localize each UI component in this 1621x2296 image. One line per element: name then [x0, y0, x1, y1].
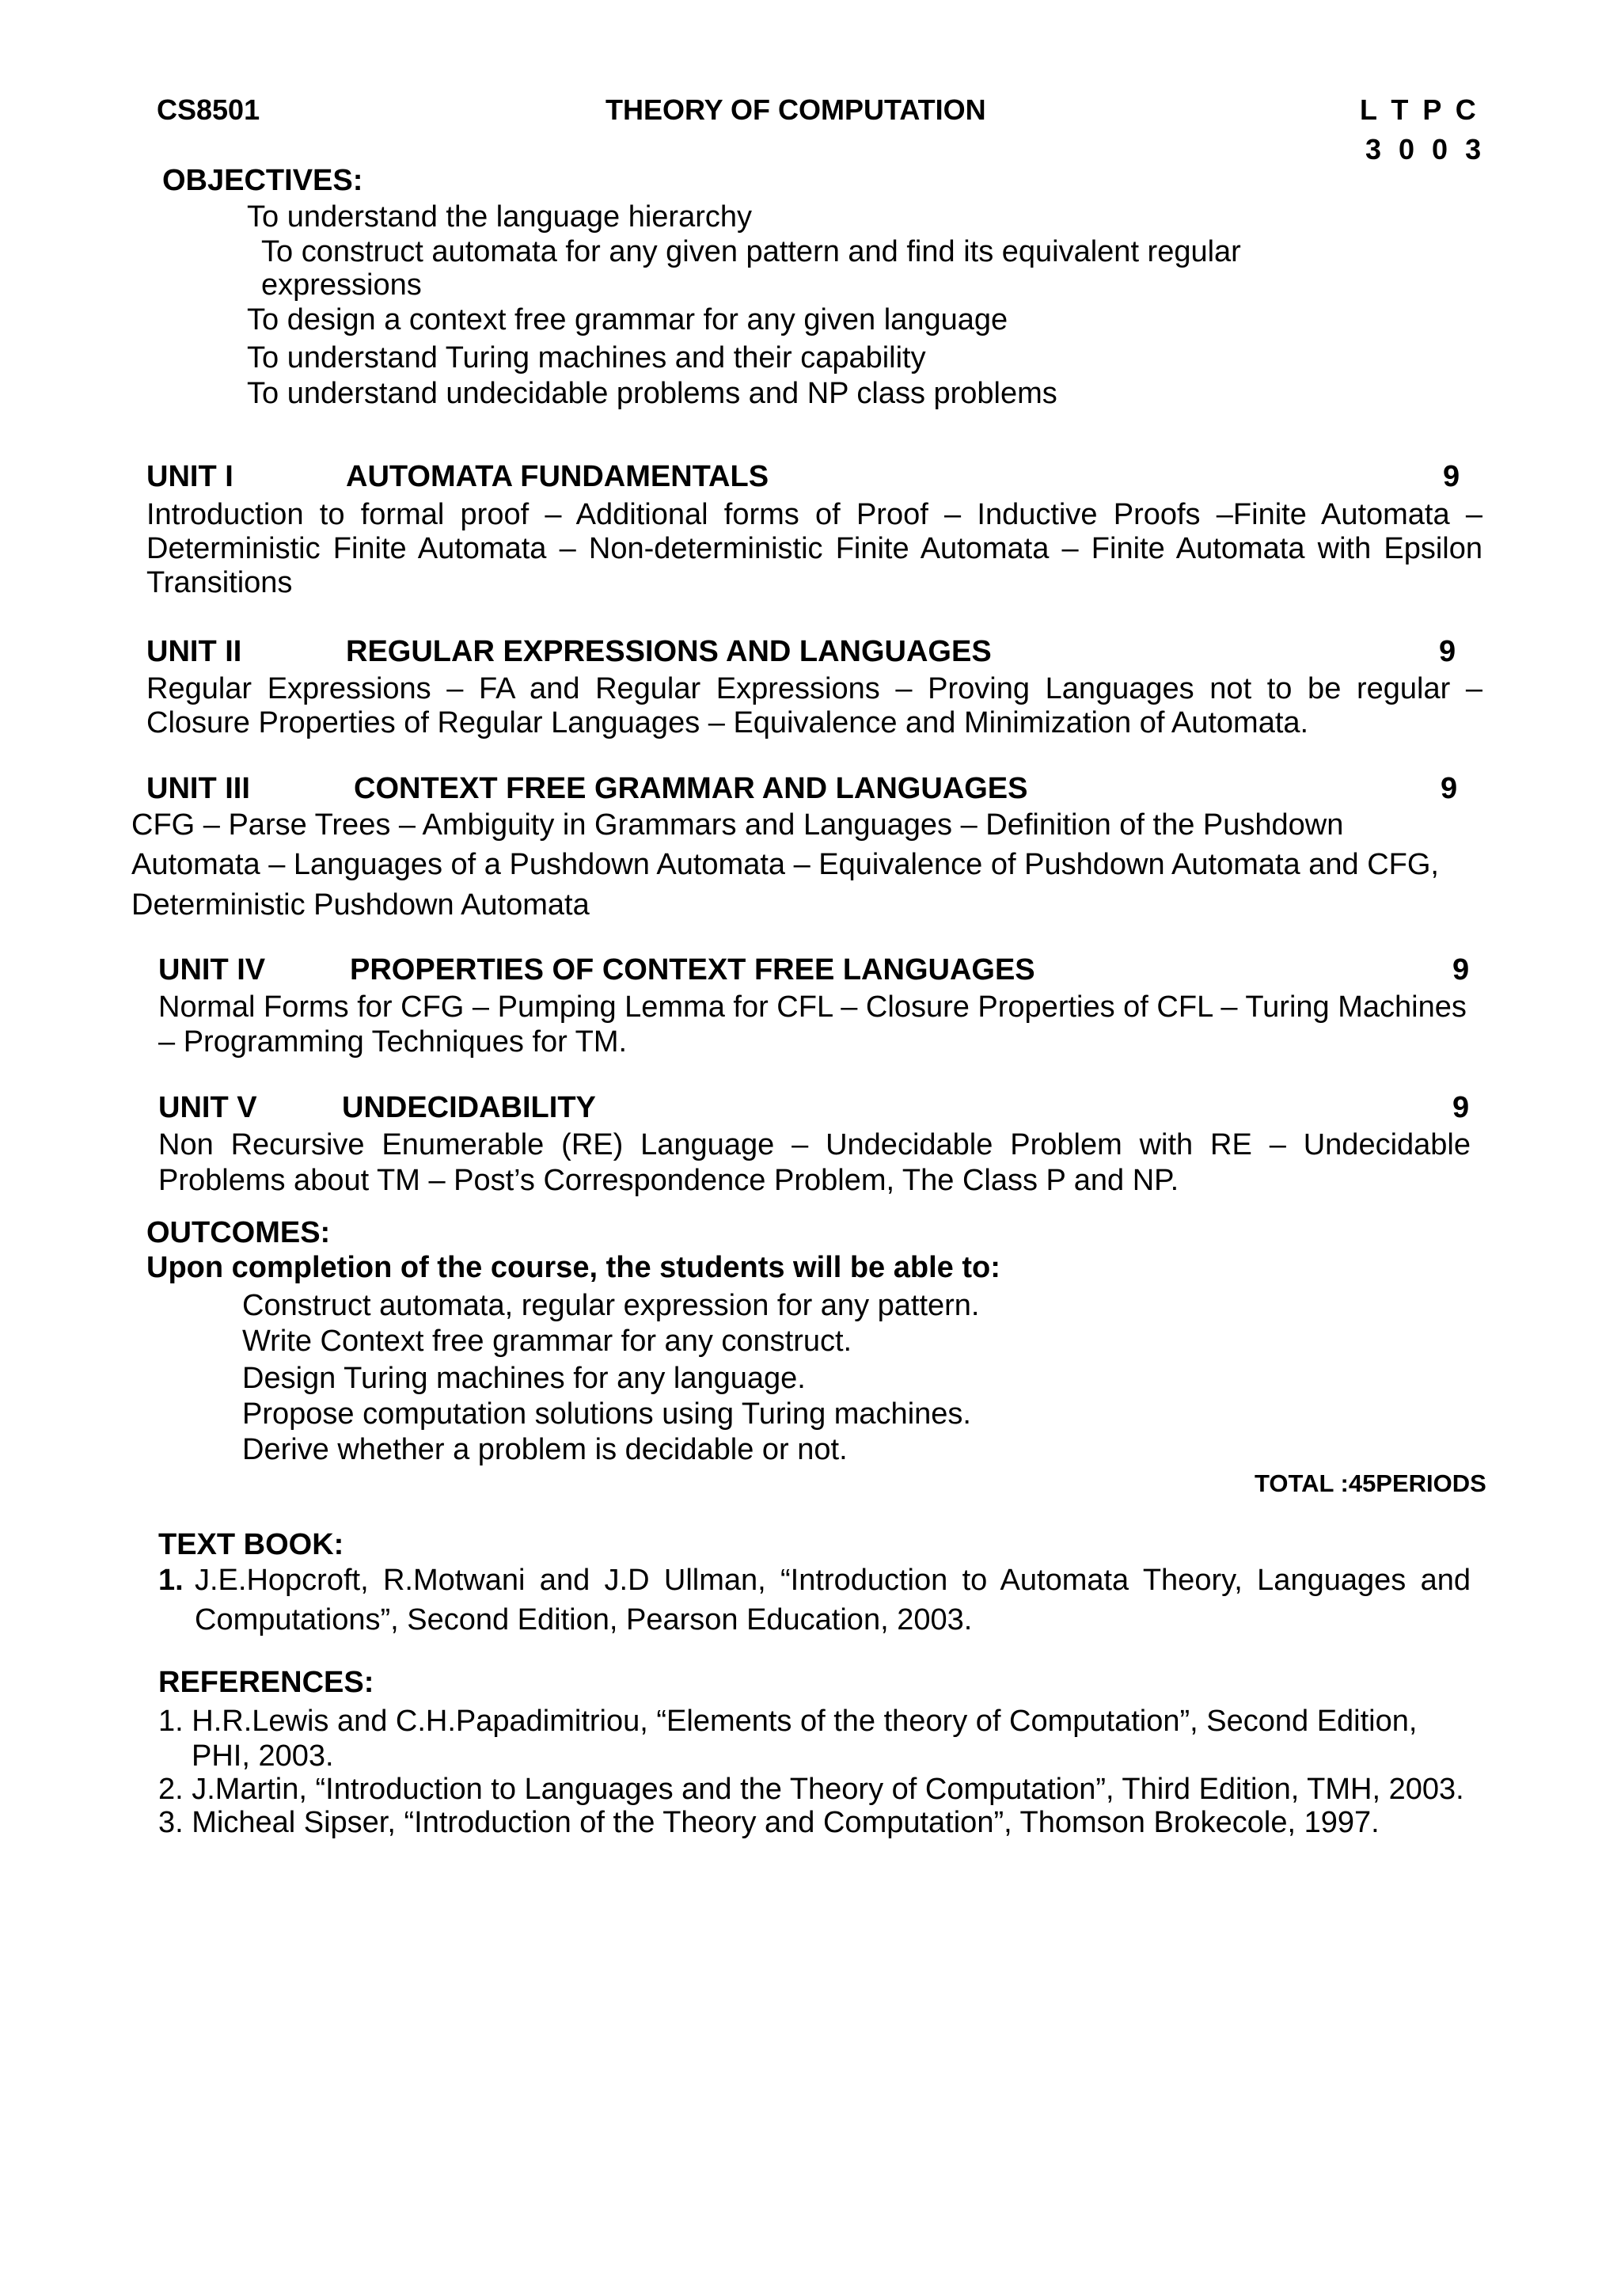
outcomes-heading: OUTCOMES: [146, 1216, 331, 1249]
outcomes-subheading: Upon completion of the course, the students will be able to: [146, 1251, 1000, 1284]
reference-line: 2. J.Martin, “Introduction to Languages and the Theory of Computation”, Third Edition, TMH, 2003. [158, 1773, 1464, 1806]
textbook-heading: TEXT BOOK: [158, 1528, 344, 1561]
unit-hours: 9 [1452, 953, 1470, 986]
objective-item: To construct automata for any given pattern and find its equivalent regular [261, 235, 1241, 268]
unit-text-line: Problems about TM – Post’s Correspondence Problem, The Class P and NP. [158, 1164, 1179, 1197]
unit-text-line: Automata – Languages of a Pushdown Automata – Equivalence of Pushdown Automata and CFG, [131, 848, 1439, 881]
unit-title: AUTOMATA FUNDAMENTALS [346, 460, 769, 493]
unit-hours: 9 [1443, 460, 1460, 493]
objectives-heading: OBJECTIVES: [162, 164, 363, 197]
total-periods: TOTAL :45PERIODS [1255, 1469, 1486, 1497]
unit-label: UNIT IV [158, 953, 266, 986]
outcome-item: Design Turing machines for any language. [242, 1362, 806, 1395]
unit-text-line: – Programming Techniques for TM. [158, 1025, 628, 1059]
unit-hours: 9 [1439, 635, 1456, 668]
unit-title: REGULAR EXPRESSIONS AND LANGUAGES [346, 635, 992, 668]
unit-label: UNIT V [158, 1091, 257, 1124]
unit-title: PROPERTIES OF CONTEXT FREE LANGUAGES [350, 953, 1035, 986]
reference-line: PHI, 2003. [192, 1739, 334, 1773]
unit-label: UNIT I [146, 460, 233, 493]
objective-item: To understand Turing machines and their capability [247, 341, 926, 374]
textbook-line: Computations”, Second Edition, Pearson Education, 2003. [195, 1603, 973, 1636]
reference-line: 1. H.R.Lewis and C.H.Papadimitriou, “Elements of the theory of Computation”, Second Edition, [158, 1705, 1418, 1738]
course-title: THEORY OF COMPUTATION [606, 93, 986, 126]
unit-label: UNIT II [146, 635, 242, 668]
references-heading: REFERENCES: [158, 1666, 374, 1699]
unit-text-line: Closure Properties of Regular Languages – Equivalence and Minimization of Automata. [146, 706, 1309, 739]
unit-title: CONTEXT FREE GRAMMAR AND LANGUAGES [354, 772, 1028, 805]
course-code: CS8501 [157, 93, 260, 126]
objective-item: To understand undecidable problems and NP class problems [247, 377, 1057, 410]
unit-text-line: Regular Expressions – FA and Regular Expressions – Proving Languages not to be regular – [146, 672, 1482, 705]
outcome-item: Propose computation solutions using Turing machines. [242, 1397, 971, 1431]
ltpc-values: 3 0 0 3 [1365, 133, 1486, 165]
outcome-item: Write Context free grammar for any construct. [242, 1325, 852, 1358]
unit-hours: 9 [1452, 1091, 1470, 1124]
textbook-number: 1. [158, 1564, 184, 1597]
objective-item: To understand the language hierarchy [247, 200, 753, 234]
unit-text-line: Normal Forms for CFG – Pumping Lemma for CFL – Closure Properties of CFL – Turing Machines [158, 990, 1467, 1024]
unit-text-line: Introduction to formal proof – Additional forms of Proof – Inductive Proofs –Finite Automata – [146, 498, 1482, 531]
unit-text-line: Non Recursive Enumerable (RE) Language – Undecidable Problem with RE – Undecidable [158, 1128, 1471, 1161]
unit-title: UNDECIDABILITY [342, 1091, 596, 1124]
reference-line: 3. Micheal Sipser, “Introduction of the Theory and Computation”, Thomson Brokecole, 1997. [158, 1806, 1380, 1839]
unit-label: UNIT III [146, 772, 250, 805]
unit-text-line: Deterministic Pushdown Automata [131, 888, 590, 922]
objective-item: To design a context free grammar for any given language [247, 303, 1008, 336]
objective-item: expressions [261, 268, 422, 302]
outcome-item: Derive whether a problem is decidable or not. [242, 1433, 848, 1466]
unit-hours: 9 [1441, 772, 1458, 805]
unit-text-line: Transitions [146, 566, 293, 599]
ltpc-label: L T P C [1360, 93, 1479, 126]
outcome-item: Construct automata, regular expression for any pattern. [242, 1289, 980, 1322]
unit-text-line: Deterministic Finite Automata – Non-deterministic Finite Automata – Finite Automata with Epsilon [146, 532, 1482, 565]
textbook-line: J.E.Hopcroft, R.Motwani and J.D Ullman, “Introduction to Automata Theory, Languages and [195, 1564, 1471, 1597]
unit-text-line: CFG – Parse Trees – Ambiguity in Grammars and Languages – Definition of the Pushdown [131, 808, 1344, 842]
